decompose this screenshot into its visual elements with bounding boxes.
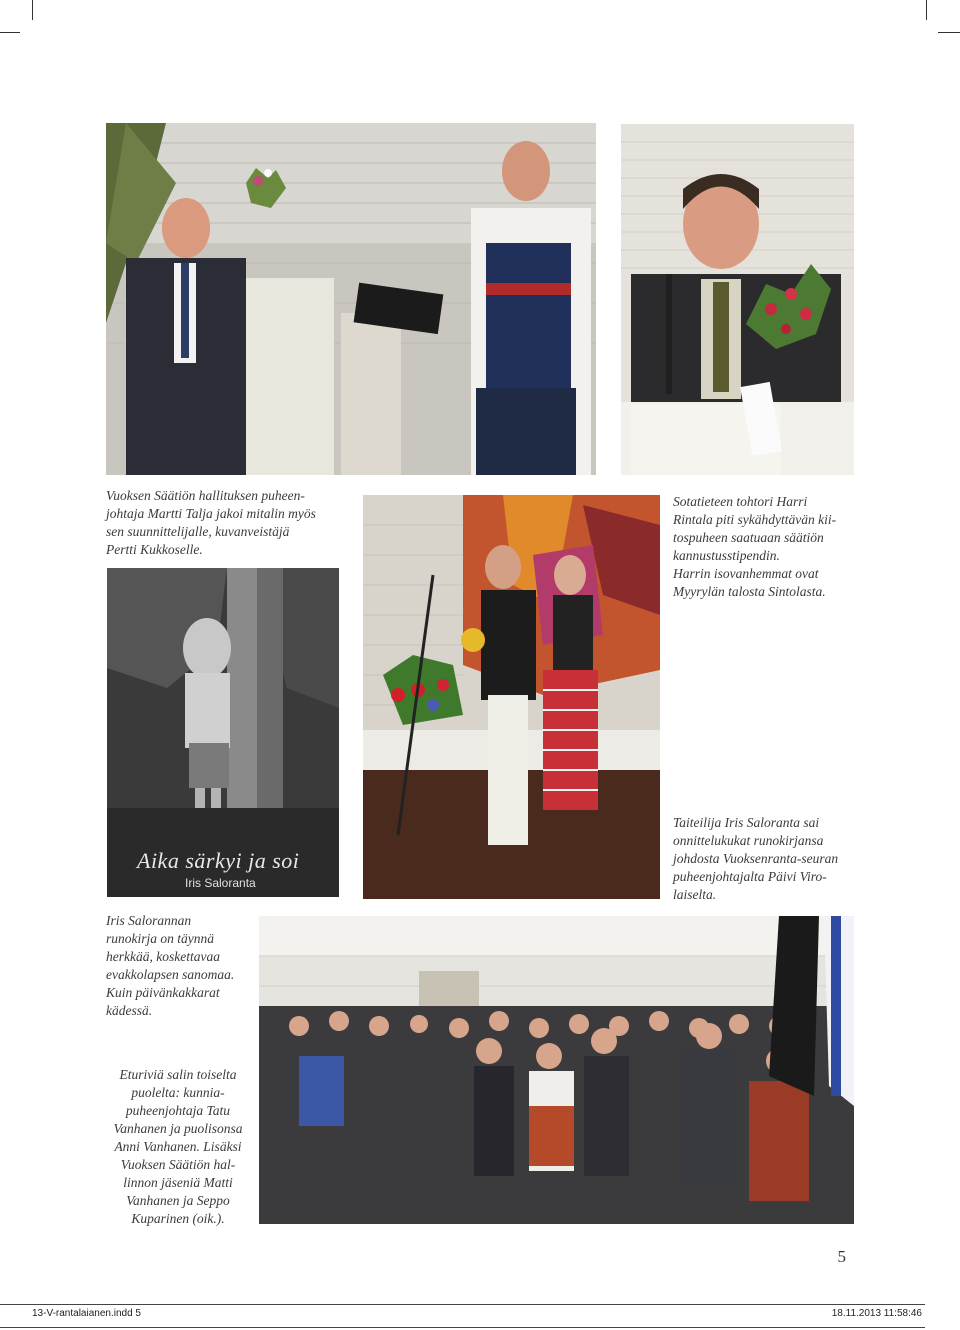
- caption-artist: Taiteilija Iris Saloranta sai onnittelukukat runokirjansa johdosta Vuoksenranta-seuran puheenjohtajalta Päivi Viro- laiselta.: [673, 815, 839, 902]
- caption-audience: Eturiviä salin toiselta puolelta: kunnia- puheenjohtaja Tatu Vanhanen ja puolisonsa Anni Vanhanen. Lisäksi Vuoksen Säätiön hal- linnon jäseniä Matti Vanhanen ja Seppo Kuparinen (oik.).: [113, 1067, 243, 1226]
- book-author: Iris Saloranta: [185, 876, 256, 890]
- audience-photo: [259, 916, 854, 1224]
- crop-mark: [0, 32, 20, 33]
- book-cover-photo: [107, 568, 339, 897]
- book-title: Aika särkyi ja soi: [137, 848, 300, 873]
- speaker-photo: [621, 124, 854, 475]
- print-slug: [0, 1304, 960, 1328]
- caption-book: Iris Salorannan runokirja on täynnä herkkää, koskettavaa evakkolapsen sanomaa. Kuin päivänkakkarat kädessä.: [106, 913, 235, 1018]
- award-photo: [106, 123, 596, 475]
- crop-mark: [926, 0, 927, 20]
- crop-mark: [32, 0, 33, 20]
- caption-award: Vuoksen Säätiön hallituksen puheen- johtaja Martti Talja jakoi mitalin myös sen suunnittelijalle, kuvanveistäjä Pertti Kukkoselle.: [106, 488, 316, 557]
- crop-mark: [938, 32, 960, 33]
- slug-date: 18.11.2013 11:58:46: [831, 1308, 922, 1319]
- caption-speaker: Sotatieteen tohtori Harri Rintala piti sykähdyttävän kii- tospuheen saatuaan säätiön kannustusstipendin. Harrin isovanhemmat ovat Myyrylän talosta Sintolasta.: [673, 494, 837, 599]
- artist-photo: [363, 495, 660, 899]
- slug-file: 13-V-rantalaianen.indd 5: [32, 1308, 141, 1319]
- page-number: 5: [837, 1247, 846, 1266]
